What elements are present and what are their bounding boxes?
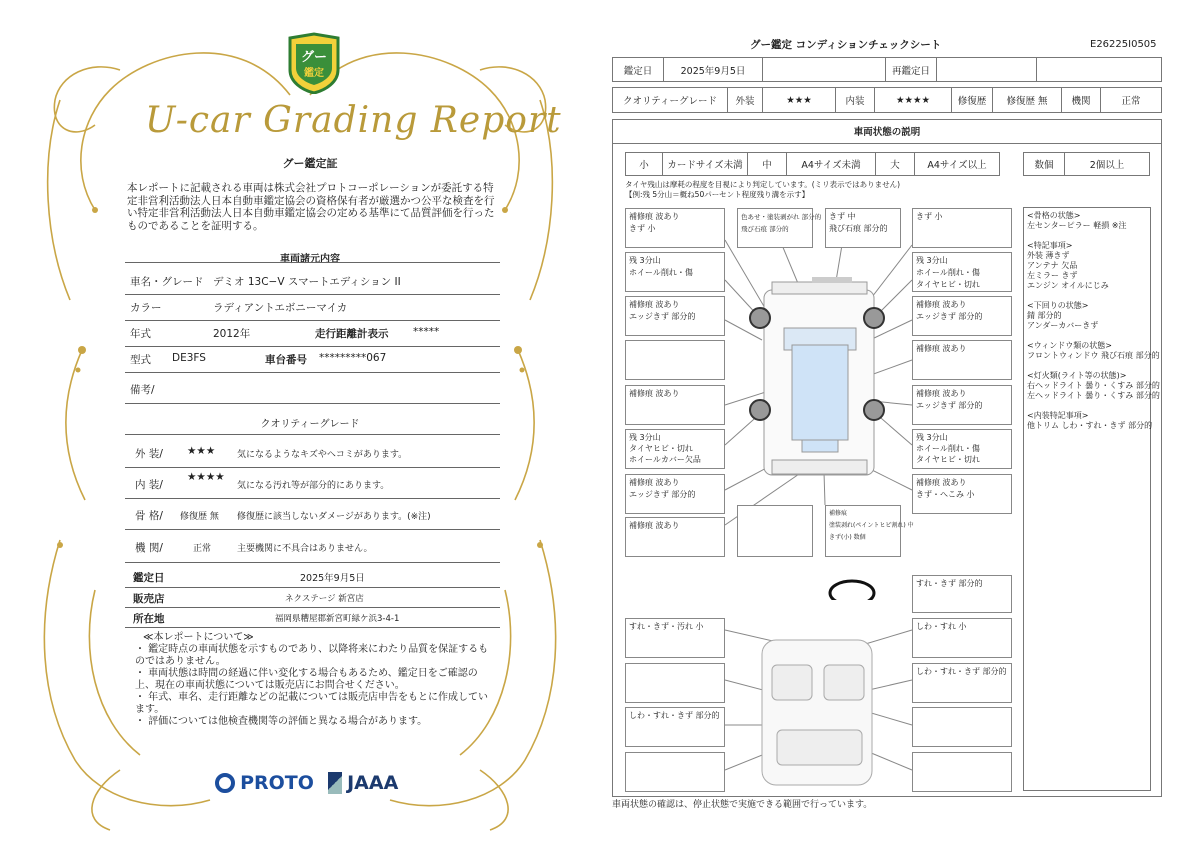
chassis-label: 車台番号: [265, 354, 307, 366]
rs-ext-label: 外装: [727, 87, 763, 113]
chassis-value: *********067: [319, 352, 387, 364]
proto-mark-icon: [215, 773, 235, 793]
name-row: [125, 270, 500, 295]
condition-box: 残 3分山 タイヤヒビ・切れ ホイールカバー欠品: [625, 429, 725, 469]
engine-value: 正常: [193, 544, 212, 554]
condition-box: すれ・きず・汚れ 小: [625, 618, 725, 658]
rs-eng-value: 正常: [1100, 87, 1162, 113]
interior-label: 内 装/: [135, 479, 163, 491]
note-item: ・ 評価については他検査機関等の評価と異なる場合があります。: [135, 716, 428, 727]
rs-ext-value: ★★★: [762, 87, 836, 113]
condition-box-empty: [625, 752, 725, 792]
address-row: [125, 608, 500, 628]
exterior-stars: ★★★: [187, 445, 216, 457]
name-label: 車名・グレード: [130, 276, 204, 288]
exterior-label: 外 装/: [135, 448, 163, 460]
exterior-row: [125, 440, 500, 468]
check-sheet-code: E26225I0505: [1090, 39, 1157, 50]
color-row: [125, 296, 500, 321]
proto-logo-text: PROTO: [240, 772, 314, 794]
interior-desc: 気になる汚れ等が部分的にあります。: [237, 481, 390, 491]
condition-box: 残 3分山 ホイール削れ・傷 タイヤヒビ・切れ: [912, 429, 1012, 469]
shop-label: 販売店: [133, 593, 165, 605]
condition-box: 補修痕 波あり: [912, 340, 1012, 380]
report-script-title: U-car Grading Report: [145, 100, 562, 141]
rs-redate-label: 再鑑定日: [885, 57, 937, 82]
rs-int-value: ★★★★: [874, 87, 952, 113]
condition-box-empty: [737, 505, 813, 557]
count-label: 数個: [1023, 152, 1065, 176]
tire-note-line1: タイヤ残山は摩耗の程度を目視により判定しています。(ミリ表示ではありません): [625, 180, 901, 189]
condition-box: 残 3分山 ホイール削れ・傷: [625, 252, 725, 292]
condition-box: 色あせ・塗装剥がれ 部分的 飛び石痕 部分的: [737, 208, 813, 248]
quality-title: クオリティーグレード: [260, 419, 360, 430]
rs-rep-value: 修復歴 無: [992, 87, 1062, 113]
condition-box: 補修痕 波あり エッジきず 部分的: [912, 385, 1012, 425]
badge-line2: 鑑定: [304, 68, 324, 79]
certificate-intro: 本レポートに記載される車両は株式会社プロトコーポレーションが委託する特定非営利活動法人日本自動車鑑定協会の資格保有者が厳選かつ公平な検査を行い特定非営利活動法人日本自動車鑑定協会の定める基準にて品質評価を行ったものであることを証明する。: [127, 182, 495, 232]
note-item: ・ 車両状態は時間の経過に伴い変化する場合もあるため、鑑定日をご確認の上、現在の車両状態については販売店にお問合せください。: [135, 668, 478, 691]
badge-line1: グー: [300, 50, 327, 65]
quality-top-border: [125, 434, 500, 435]
condition-box-empty: [625, 663, 725, 703]
rs-date-value: 2025年9月5日: [663, 57, 763, 82]
year-label: 年式: [130, 328, 151, 340]
condition-box: 補修痕 波あり きず 小: [625, 208, 725, 248]
frame-desc: 修復歴に該当しないダメージがあります。(※注): [237, 512, 431, 522]
notes-title: ≪本レポートについて≫: [143, 632, 254, 643]
rs-rep-label: 修復歴: [951, 87, 993, 113]
remarks-label: 備考/: [130, 384, 155, 396]
row-top-border: [125, 262, 500, 263]
condition-box: 補修痕 波あり: [625, 517, 725, 557]
goo-kantei-badge: [286, 32, 342, 94]
condition-box: 補修痕 波あり きず・へこみ 小: [912, 474, 1012, 514]
condition-box: 補修痕 塗装剥れ(ペイントヒビ割れ) 中 きず(小) 数個: [825, 505, 901, 557]
cond-title: 車両状態の説明: [612, 119, 1162, 144]
tire-note-line2: 【例:残 5分山＝概ね50パーセント程度残り溝を示す】: [625, 189, 810, 199]
report-notes: [135, 632, 495, 728]
engine-desc: 主要機関に不具合はありません。: [237, 544, 373, 554]
condition-box: しわ・すれ・きず 部分的: [625, 707, 725, 747]
rs-redate-empty: [1036, 57, 1162, 82]
condition-box: しわ・すれ・きず 部分的: [912, 663, 1012, 703]
condition-box: きず 小: [912, 208, 1012, 248]
model-label: 型式: [130, 354, 151, 366]
condition-box: すれ・きず 部分的: [912, 575, 1012, 613]
name-value: デミオ 13C−V スマートエディション II: [213, 276, 401, 288]
size-mid: 中: [747, 152, 787, 176]
count-desc: 2個以上: [1064, 152, 1150, 176]
sheet-footnote: 車両状態の確認は、停止状態で実施できる範囲で行っています。: [612, 800, 873, 810]
date-row: [125, 566, 500, 588]
jaaa-mark-icon: [328, 772, 342, 794]
rs-int-label: 内装: [835, 87, 875, 113]
shop-value: ネクステージ 新宮店: [285, 594, 364, 604]
frame-label: 骨 格/: [135, 510, 163, 522]
engine-row: [125, 531, 500, 563]
condition-box-empty: [912, 752, 1012, 792]
tire-note: [625, 180, 900, 199]
model-value: DE3FS: [172, 352, 206, 364]
rs-qg-label: クオリティーグレード: [612, 87, 728, 113]
interior-stars: ★★★★: [187, 471, 225, 483]
rs-date-label: 鑑定日: [612, 57, 664, 82]
condition-box-empty: [625, 340, 725, 380]
date-value: 2025年9月5日: [300, 573, 365, 584]
date-label: 鑑定日: [133, 572, 165, 584]
mileage-value: *****: [413, 326, 440, 338]
exterior-desc: 気になるようなキズやヘコミがあります。: [237, 450, 408, 460]
address-value: 福岡県糟屋郡新宮町緑ケ浜3-4-1: [275, 614, 400, 624]
condition-box: しわ・すれ 小: [912, 618, 1012, 658]
certificate-title: グー鑑定証: [282, 157, 338, 170]
condition-box: 補修痕 波あり: [625, 385, 725, 425]
condition-side-notes: <骨格の状態> 左センターピラー 軽損 ※注 <特記事項> 外装 薄きず アンテナ 欠品 左ミラー きず エンジン オイルにじみ <下回りの状態> 錆 部分的 アンダーカバーきず <ウィンドウ類の状態> フロントウィンドウ 飛び石痕 部分的 <灯火類(ライト等の状態)> 右ヘッドライト 曇り・くすみ 部分的 左ヘッドライト 曇り・くすみ 部分的 <内装特記事項> 他トリム しわ・すれ・きず 部分的: [1023, 207, 1151, 791]
rs-eng-label: 機関: [1061, 87, 1101, 113]
size-large: 大: [875, 152, 915, 176]
condition-box: きず 中 飛び石痕 部分的: [825, 208, 901, 248]
size-small-desc: カードサイズ未満: [662, 152, 748, 176]
jaaa-logo-text: JAAA: [347, 772, 399, 794]
check-sheet-title: グー鑑定 コンディションチェックシート: [750, 39, 942, 51]
interior-row: [125, 469, 500, 499]
mileage-label: 走行距離計表示: [315, 328, 389, 340]
engine-label: 機 関/: [135, 542, 163, 554]
note-item: ・ 鑑定時点の車両状態を示すものであり、以降将来にわたり品質を保証するものではありません。: [135, 644, 489, 667]
size-mid-desc: A4サイズ未満: [786, 152, 876, 176]
frame-value: 修復歴 無: [180, 512, 219, 522]
jaaa-logo: [328, 772, 398, 794]
condition-box: 補修痕 波あり エッジきず 部分的: [912, 296, 1012, 336]
color-label: カラー: [130, 302, 162, 314]
frame-row: [125, 500, 500, 530]
model-row: [125, 348, 500, 373]
year-row: [125, 322, 500, 347]
condition-box: 補修痕 波あり エッジきず 部分的: [625, 474, 725, 514]
remarks-row: [125, 374, 500, 404]
proto-logo: [215, 772, 314, 794]
size-large-desc: A4サイズ以上: [914, 152, 1000, 176]
size-small: 小: [625, 152, 663, 176]
address-label: 所在地: [133, 613, 165, 625]
specs-title: 車両諸元内容: [280, 254, 340, 265]
condition-box: 残 3分山 ホイール削れ・傷 タイヤヒビ・切れ: [912, 252, 1012, 292]
shop-row: [125, 588, 500, 608]
condition-box-empty: [912, 707, 1012, 747]
condition-box: 補修痕 波あり エッジきず 部分的: [625, 296, 725, 336]
note-item: ・ 年式、車名、走行距離などの記載については販売店申告をもとに作成しています。: [135, 692, 488, 715]
color-value: ラディアントエボニーマイカ: [213, 302, 348, 314]
year-value: 2012年: [213, 328, 251, 340]
